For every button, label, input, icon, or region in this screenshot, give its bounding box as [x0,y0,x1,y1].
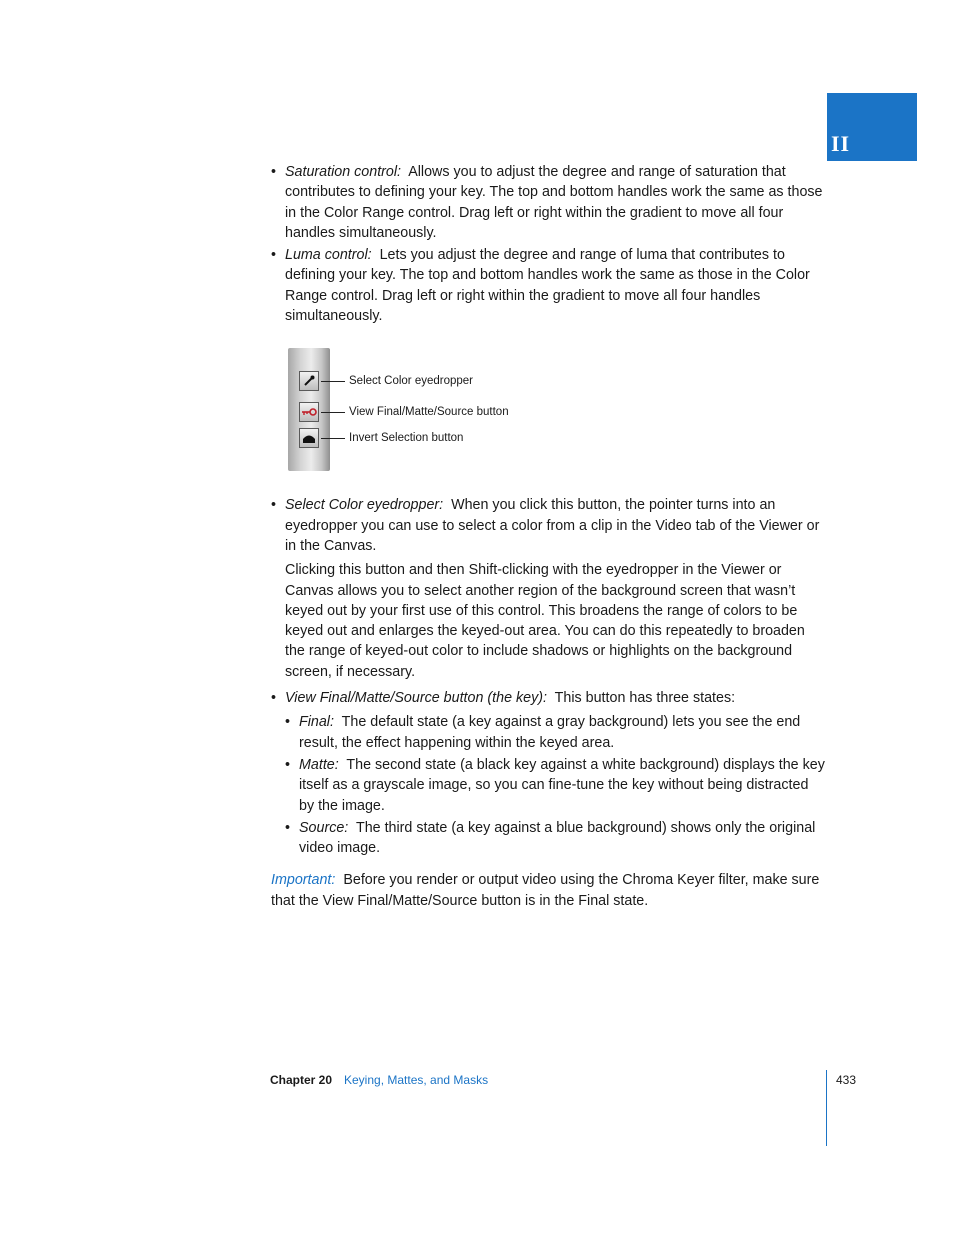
eyedropper-icon [302,374,316,388]
callout-line [321,438,345,439]
bullet-term: Final: [299,714,334,731]
bullet-text: This button has three states: [554,690,736,707]
paragraph: Clicking this button and then Shift-clicking with the eyedropper in the Viewer or Canvas allows you to select another region of the background screen that wasn’t keyed out by your first use of this control. This broadens the range of colors to be keyed out and enlarges the keyed-out area. You can do this repeatedly to broaden the range of keyed-out color to include shadows or highlights on the background screen, if necessary. [285,562,805,680]
bullet-term: Matte: [299,756,339,773]
bullet-text: The default state (a key against a gray background) lets you see the end result, the effect happening within the keyed area. [299,714,801,751]
bullet-text: The second state (a black key against a white background) displays the key itself as a grayscale image, so you can fine-tune the key without being distracted by the image. [299,756,825,814]
part-tab-label: II [831,131,851,156]
important-note [271,870,827,911]
callout-line [321,381,345,382]
callout-label-invert: Invert Selection button [349,432,464,445]
view-final-matte-source-button [299,402,319,422]
bullet-term: Select Color eyedropper: [285,497,444,514]
button-figure [285,348,827,473]
part-tab [827,93,917,161]
callout-label-eyedropper: Select Color eyedropper [349,375,474,388]
bullet-text: Allows you to adjust the degree and range of saturation that contributes to defining your key. The top and bottom handles work the same as those in the Color Range control. Drag left or right within the gradient to move all four handles simultaneously. [285,164,823,241]
list-item [271,495,827,556]
invert-selection-button [299,428,319,448]
key-icon [301,407,317,417]
callout-line [321,412,345,413]
list-item [271,245,827,326]
list-item [271,162,827,243]
invert-icon [302,432,316,444]
bullet-text: When you click this button, the pointer turns into an eyedropper you can use to select a color from a clip in the Video tab of the Viewer or in the Canvas. [285,497,820,554]
footer-chapter: Chapter 20 [270,1073,333,1087]
bullet-text: Lets you adjust the degree and range of luma that contributes to defining your key. The top and bottom handles work the same as those in the Color Range control. Drag left or right within the gradient to move all four handles simultaneously. [285,247,810,325]
bullet-term: View Final/Matte/Source button (the key): [285,690,547,707]
list-item [271,688,827,708]
page-content [271,162,827,911]
bullet-term: Luma control: [285,247,372,264]
callout-label-view: View Final/Matte/Source button [349,406,509,419]
footer-chapter-title[interactable]: Keying, Mattes, and Masks [344,1073,489,1087]
footer-divider [826,1070,827,1146]
bullet-term: Saturation control: [285,164,402,180]
list-item [285,712,827,753]
select-color-eyedropper [299,371,319,391]
bullet-text: The third state (a key against a blue background) shows only the original video image. [299,819,816,857]
important-text: Before you render or output video using the Chroma Keyer filter, make sure that the View Final/Matte/Source button is in the Final state. [271,872,820,909]
list-item [285,755,827,816]
page-number: 433 [836,1073,857,1087]
bullet-term: Source: [299,819,349,836]
important-label: Important: [271,872,336,889]
list-item [285,818,827,859]
